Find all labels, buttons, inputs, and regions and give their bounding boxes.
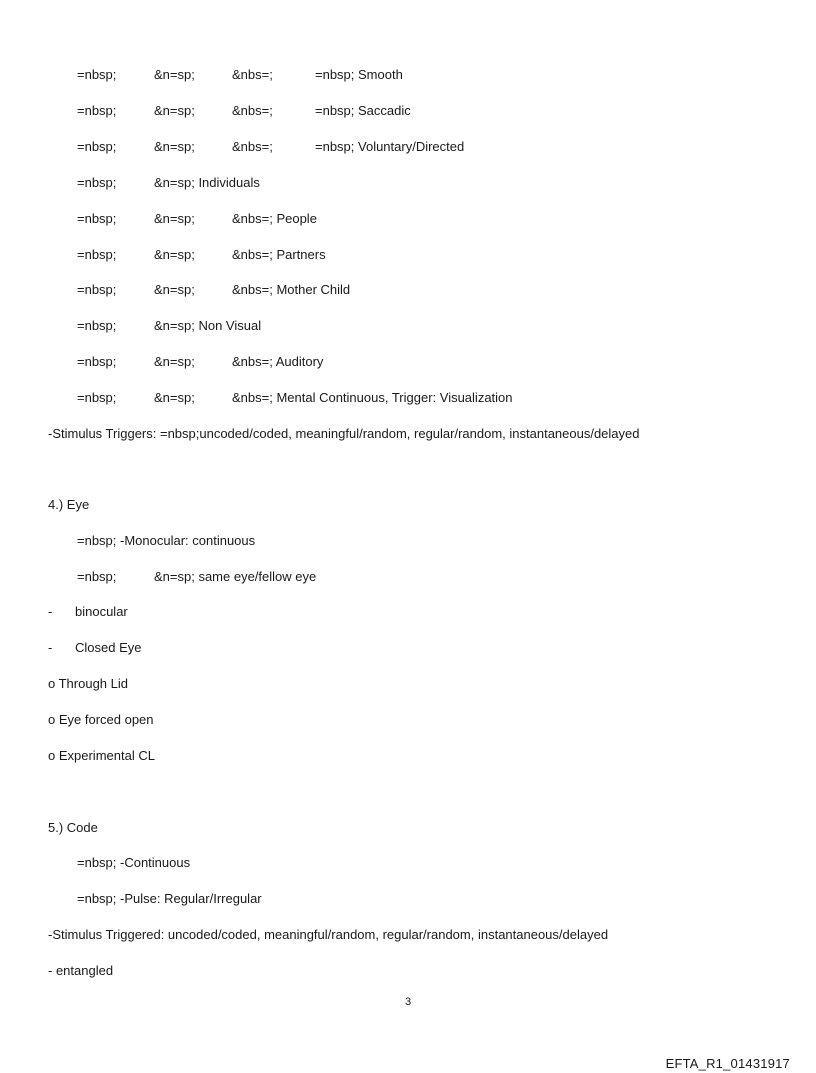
text-segment: &nbs=; — [232, 139, 273, 154]
text-segment: &nbs=; — [232, 67, 273, 82]
text-segment: -Stimulus Triggered: uncoded/coded, meaningful/random, regular/random, instantaneous/delayed — [48, 927, 609, 942]
text-segment: =nbsp; -Pulse: Regular/Irregular — [77, 891, 262, 906]
text-segment: =nbsp; Saccadic — [315, 103, 411, 118]
text-segment: &nbs=; — [232, 103, 273, 118]
text-segment: =nbsp; Smooth — [315, 67, 403, 82]
text-segment: =nbsp; — [77, 390, 117, 405]
text-segment: &n=sp; — [154, 247, 195, 262]
text-segment: &n=sp; same eye/fellow eye — [154, 569, 317, 584]
text-segment: =nbsp; — [77, 354, 117, 369]
section-heading: 5.) Code — [48, 820, 98, 835]
text-segment: =nbsp; — [77, 318, 117, 333]
page-number: 3 — [404, 996, 412, 1008]
text-segment: o Through Lid — [48, 676, 128, 691]
text-segment: &nbs=; Auditory — [232, 354, 324, 369]
text-segment: binocular — [75, 604, 128, 619]
section-heading: 4.) Eye — [48, 497, 90, 512]
text-segment: Closed Eye — [75, 640, 142, 655]
text-segment: =nbsp; — [77, 282, 117, 297]
text-segment: &n=sp; Non Visual — [154, 318, 262, 333]
text-segment: &n=sp; — [154, 139, 195, 154]
text-segment: -Stimulus Triggers: =nbsp;uncoded/coded, meaningful/random, regular/random, instantaneous/delayed — [48, 426, 640, 441]
text-segment: =nbsp; Voluntary/Directed — [315, 139, 465, 154]
text-segment: &n=sp; — [154, 211, 195, 226]
text-segment: o Eye forced open — [48, 712, 154, 727]
text-segment: =nbsp; — [77, 211, 117, 226]
list-bullet: - — [48, 604, 53, 619]
text-segment: &nbs=; Mother Child — [232, 282, 351, 297]
text-segment: &n=sp; Individuals — [154, 175, 260, 190]
text-segment: =nbsp; — [77, 139, 117, 154]
document-id: EFTA_R1_01431917 — [665, 1056, 790, 1071]
list-bullet: - — [48, 640, 53, 655]
text-line — [77, 67, 116, 83]
text-segment: &n=sp; — [154, 282, 195, 297]
text-segment: =nbsp; — [77, 175, 117, 190]
text-segment: &n=sp; — [154, 354, 195, 369]
text-segment: &n=sp; — [154, 103, 195, 118]
text-segment: - entangled — [48, 963, 114, 978]
text-segment: &n=sp; — [154, 67, 195, 82]
text-segment: &n=sp; — [154, 390, 195, 405]
text-segment: =nbsp; — [77, 569, 117, 584]
text-segment: o Experimental CL — [48, 748, 155, 763]
text-segment: &nbs=; Partners — [232, 247, 326, 262]
text-segment: =nbsp; — [77, 247, 117, 262]
text-segment: =nbsp; — [77, 103, 117, 118]
text-segment: =nbsp; -Continuous — [77, 855, 191, 870]
text-segment: =nbsp; — [77, 67, 117, 82]
text-segment: =nbsp; -Monocular: continuous — [77, 533, 256, 548]
text-segment: &nbs=; People — [232, 211, 317, 226]
text-segment: &nbs=; Mental Continuous, Trigger: Visualization — [232, 390, 513, 405]
